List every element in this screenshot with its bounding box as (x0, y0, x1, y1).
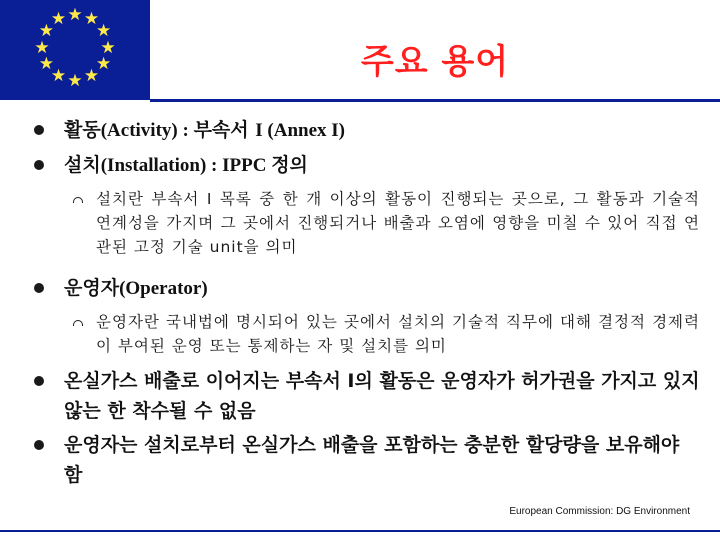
bullet-installation-ko: 정의 (271, 154, 308, 176)
slide-title: 주요 용어 (360, 42, 510, 82)
sub-bullet-icon (73, 197, 83, 203)
star-icon: ★ (95, 21, 112, 41)
bullet-activity-term: 활동 (64, 119, 101, 141)
bullet-allowance-rule: 운영자는 설치로부터 온실가스 배출을 포함하는 충분한 할당량을 보유해야 함 (64, 434, 680, 486)
star-icon: ★ (100, 37, 116, 58)
star-icon: ★ (38, 54, 55, 74)
star-icon: ★ (34, 37, 50, 58)
bullet-dot-icon (34, 440, 44, 450)
star-icon: ★ (38, 21, 55, 41)
footer-credit: European Commission: DG Environment (509, 506, 690, 517)
bullet-installation (64, 151, 308, 180)
star-icon: ★ (50, 66, 67, 87)
installation-definition: 설치란 부속서 I 목록 중 한 개 이상의 활동이 진행되는 곳으로, 그 활동과 기술적 연계성을 가지며 그 곳에서 진행되거나 배출과 오염에 영향을 미칠 수 있어 직접 연관된 고정 기술 unit을 의미 (96, 190, 700, 256)
bullet-dot-icon (34, 283, 44, 293)
star-icon: ★ (67, 70, 83, 91)
bullet-dot-icon (34, 376, 44, 386)
star-icon: ★ (95, 54, 112, 74)
header-divider (150, 99, 720, 102)
star-icon: ★ (83, 8, 100, 29)
footer-divider (0, 530, 720, 532)
star-icon: ★ (83, 66, 100, 87)
bullet-installation-en: (Installation) : IPPC (100, 155, 272, 176)
star-icon: ★ (67, 4, 83, 25)
eu-flag-icon (0, 0, 150, 100)
bullet-operator (64, 274, 208, 303)
bullet-dot-icon (34, 160, 44, 170)
bullet-installation-term: 설치 (64, 154, 101, 176)
bullet-activity (64, 116, 345, 145)
bullet-permit-rule: 온실가스 배출로 이어지는 부속서 I의 활동은 운영자가 허가권을 가지고 있지 않는 한 착수될 수 없음 (64, 370, 700, 422)
sub-bullet-icon (73, 320, 83, 326)
operator-definition: 운영자란 국내법에 명시되어 있는 곳에서 설치의 기술적 직무에 대해 결정적 경제력이 부여된 운영 또는 통제하는 자 및 설치를 의미 (96, 313, 700, 355)
star-icon: ★ (50, 8, 67, 29)
bullet-operator-term: 운영자 (64, 277, 120, 299)
bullet-activity-en: (Activity) : (100, 120, 194, 141)
bullet-activity-annex: I (Annex I) (255, 120, 345, 141)
bullet-operator-en: (Operator) (119, 278, 208, 299)
bullet-activity-ko: 부속서 (193, 119, 256, 141)
bullet-dot-icon (34, 125, 44, 135)
